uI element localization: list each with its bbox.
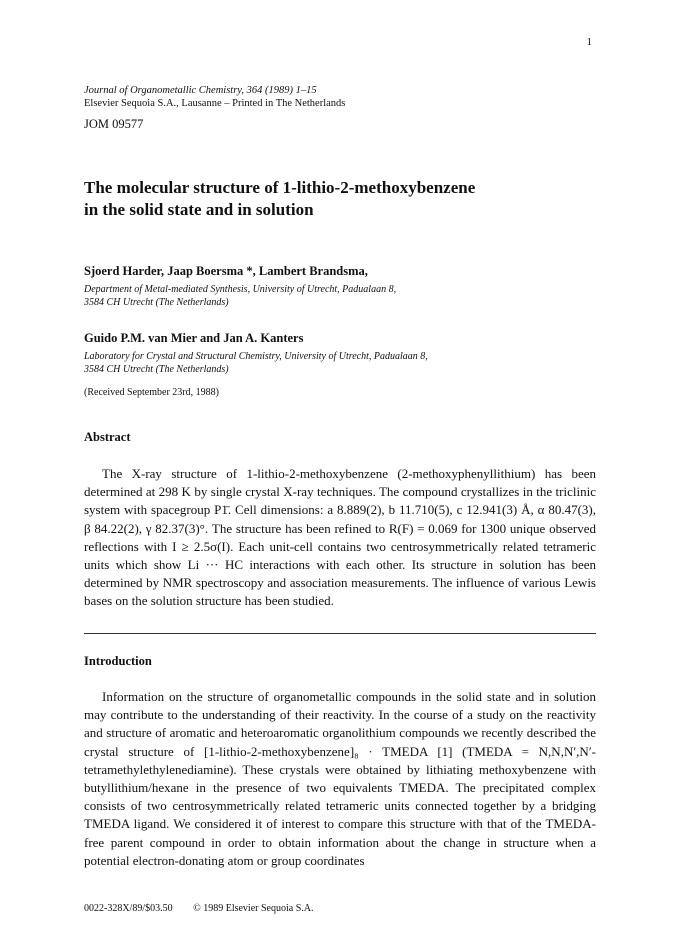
received-date: (Received September 23rd, 1988) [84, 387, 219, 398]
title-line-2: in the solid state and in solution [84, 200, 314, 219]
author-group-1: Sjoerd Harder, Jaap Boersma *, Lambert Brandsma, [84, 264, 368, 278]
page-footer [84, 903, 313, 914]
publisher-line: Elsevier Sequoia S.A., Lausanne – Printed in The Netherlands [84, 98, 346, 109]
affiliation-2-line-1: Laboratory for Crystal and Structural Chemistry, University of Utrecht, Padualaan 8, [84, 351, 428, 362]
affiliation-1-line-2: 3584 CH Utrecht (The Netherlands) [84, 297, 229, 308]
abstract-heading: Abstract [84, 430, 131, 444]
article-title [84, 177, 604, 221]
affiliation-1 [84, 283, 396, 309]
introduction-paragraph: Information on the structure of organometallic compounds in the solid state and in solution may contribute to the understanding of their reactivity. In the course of a study on the reactivity and structure of aromatic and heteroaromatic organolithium compounds we recently described the crystal structure of [1-lithio-2-methoxybenzene]₈ · TMEDA [1] (TMEDA = N,N,N′,N′-tetramethylethylenediamine). These crystals were obtained by lithiating methoxybenzene with butyllithium/hexane in the presence of two equivalents TMEDA. The precipitated complex consists of two centrosymmetrically related tetrameric units connected together by a bridging TMEDA ligand. We considered it of interest to compare this structure with that of the TMEDA-free parent compound in order to obtain information about the change in structure when a potential electron-donating atom or group coordinates [84, 689, 596, 868]
introduction-body [84, 688, 596, 870]
section-divider [84, 633, 596, 634]
journal-reference [84, 84, 345, 110]
author-group-2: Guido P.M. van Mier and Jan A. Kanters [84, 331, 304, 345]
page-number: 1 [586, 36, 592, 48]
abstract-body [84, 465, 596, 611]
journal-citation: Journal of Organometallic Chemistry, 364 (1989) 1–15 [84, 85, 317, 96]
title-line-1: The molecular structure of 1-lithio-2-methoxybenzene [84, 178, 476, 197]
affiliation-1-line-1: Department of Metal-mediated Synthesis, University of Utrecht, Padualaan 8, [84, 284, 397, 295]
copyright-notice: © 1989 Elsevier Sequoia S.A. [193, 903, 314, 914]
jom-id: JOM 09577 [84, 117, 144, 131]
affiliation-2-line-2: 3584 CH Utrecht (The Netherlands) [84, 364, 229, 375]
article-code: 0022-328X/89/$03.50 [84, 903, 173, 914]
affiliation-2 [84, 350, 428, 376]
introduction-heading: Introduction [84, 654, 152, 668]
abstract-paragraph: The X-ray structure of 1-lithio-2-methoxybenzene (2-methoxyphenyllithium) has been determined at 298 K by single crystal X-ray techniques. The compound crystallizes in the triclinic system with spacegroup P1̄. Cell dimensions: a 8.889(2), b 11.710(5), c 12.941(3) Å, α 80.47(3), β 84.22(2), γ 82.37(3)°. The structure has been refined to R(F) = 0.069 for 1300 unique observed reflections with I ≥ 2.5σ(I). Each unit-cell contains two centrosymmetrically related tetrameric units which show Li ··· HC interactions with each other. Its structure in solution has been determined by NMR spectroscopy and association measurements. The influence of various Lewis bases on the solution structure has been studied. [84, 466, 596, 609]
